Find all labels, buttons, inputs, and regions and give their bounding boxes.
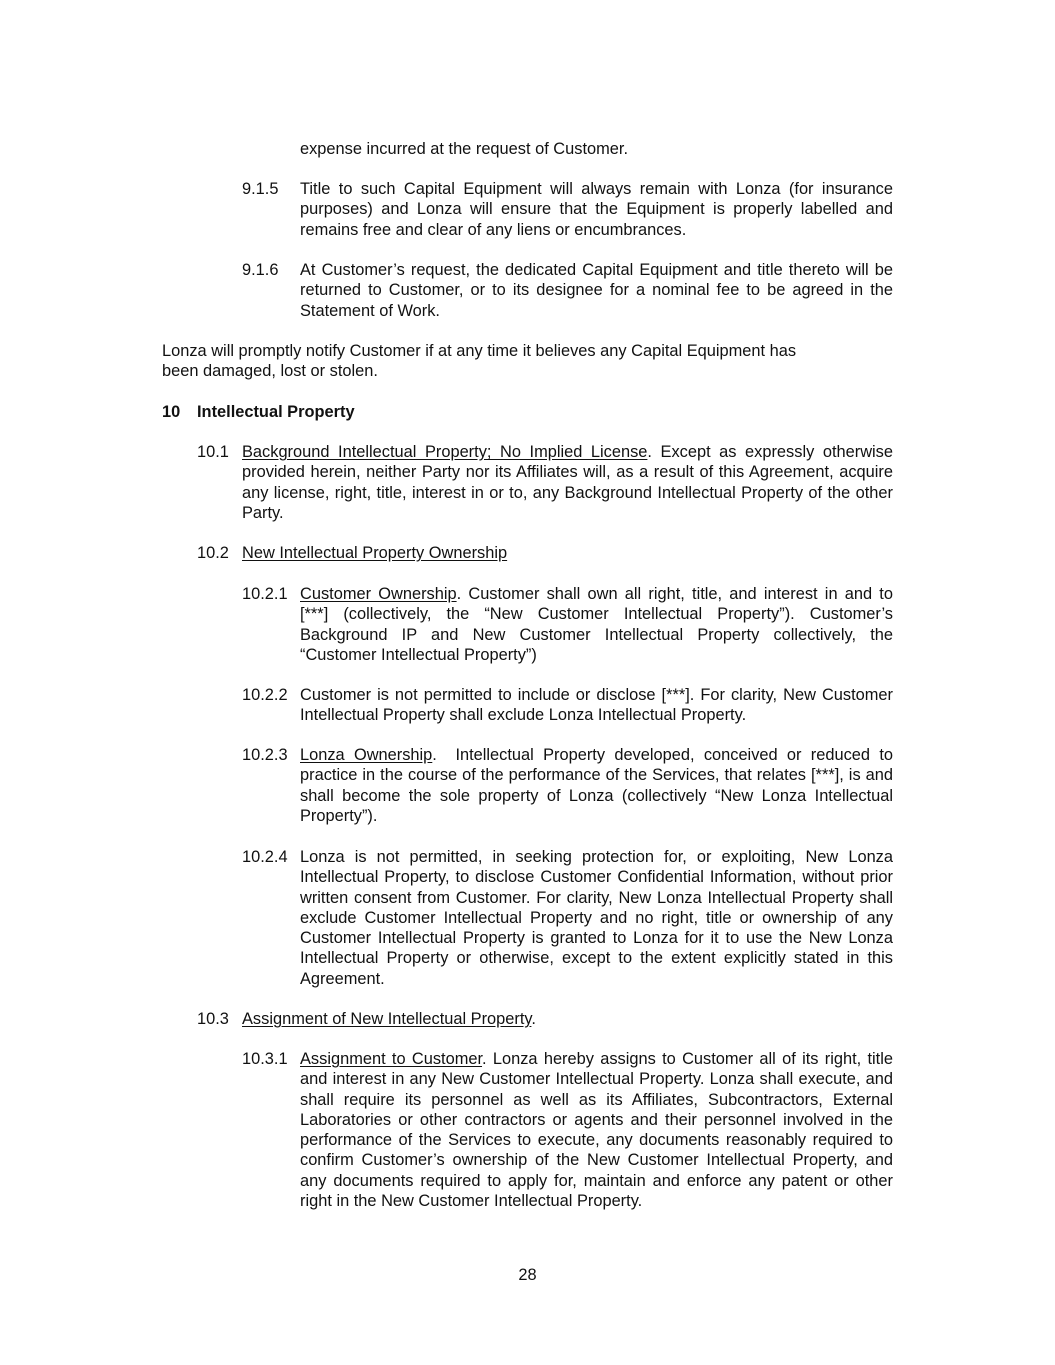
section-number-10-1: 10.1 <box>197 443 229 461</box>
section-10-1-heading: Background Intellectual Property; No Implied License <box>242 443 648 461</box>
section-10-2-paragraph <box>242 543 893 563</box>
section-10-2-heading: New Intellectual Property Ownership <box>242 544 508 562</box>
section-10-2-3-heading: Lonza Ownership <box>300 746 433 764</box>
section-10-1-text: . Except as expressly otherwise provided herein, neither Party nor its Affiliates will, as a result of this Agreement, acquire any license, right, title, interest in or to, any Background Intellectual Property of the other Party. <box>242 443 893 522</box>
section-number-10-2-4: 10.2.4 <box>242 848 288 866</box>
section-number-10-2-1: 10.2.1 <box>242 585 288 603</box>
section-10-2-1-text: . Customer shall own all right, title, and interest in and to [***] (collectively, the “New Customer Intellectual Property”). Customer’s Background IP and New Customer Intellectual Property collectively, the “Customer Intellectual Property”) <box>300 585 893 664</box>
section-9-1-5-text: Title to such Capital Equipment will always remain with Lonza (for insurance purposes) and Lonza will ensure that the Equipment is properly labelled and remains free and clear of any liens or encumbrances. <box>300 180 893 239</box>
section-10-3-1-text: . Lonza hereby assigns to Customer all of its right, title and interest in any New Customer Intellectual Property. Lonza shall execute, and shall require its personnel as well as its Affiliates, Subcontractors, External Laboratories or other contractors or agents and their personnel involved in the performance of the Services to execute, any documents reasonably required to confirm Customer’s ownership of the New Customer Intellectual Property, and any documents required to apply for, maintain and enforce any patent or other right in the New Customer Intellectual Property. <box>300 1050 893 1211</box>
section-10-2-1-heading: Customer Ownership <box>300 585 457 603</box>
section-10-1-paragraph <box>242 442 893 523</box>
notify-line-1: Lonza will promptly notify Customer if at any time it believes any Capital Equipment has <box>162 342 797 360</box>
section-number-10-3: 10.3 <box>197 1010 229 1028</box>
section-10-title: Intellectual Property <box>197 403 355 421</box>
section-10-2-4-text: Lonza is not permitted, in seeking protection for, or exploiting, New Lonza Intellectual Property, to disclose Customer Confidential Information, without prior written consent from Customer. For clarity, New Lonza Intellectual Property shall exclude Customer Intellectual Property and no right, title or ownership of any Customer Intellectual Property is granted to Lonza for it to use the New Lonza Intellectual Property or otherwise, except to the extent explicitly stated in this Agreement. <box>300 848 893 988</box>
section-10-2-3-text: . Intellectual Property developed, conceived or reduced to practice in the course of the performance of the Services, that relates [***], is and shall become the sole property of Lonza (collectively “New Lonza Intellectual Property”). <box>300 746 898 825</box>
section-10-2-3-paragraph <box>300 745 898 826</box>
section-10-3-paragraph <box>242 1009 893 1029</box>
section-10-3-1-heading: Assignment to Customer <box>300 1050 483 1068</box>
section-number-10-2: 10.2 <box>197 544 229 562</box>
section-10-3-1-paragraph <box>300 1049 893 1211</box>
continuation-text: expense incurred at the request of Customer. <box>300 140 628 158</box>
section-number-10-2-3: 10.2.3 <box>242 746 288 764</box>
notify-paragraph <box>162 341 893 382</box>
section-number-10-3-1: 10.3.1 <box>242 1050 288 1068</box>
section-10-3-trailing: . <box>531 1010 536 1028</box>
page-number: 28 <box>518 1266 537 1284</box>
section-10-2-2-text: Customer is not permitted to include or disclose [***]. For clarity, New Customer Intellectual Property shall exclude Lonza Intellectual Property. <box>300 686 893 725</box>
section-9-1-6-text: At Customer’s request, the dedicated Capital Equipment and title thereto will be returned to Customer, or to its designee for a nominal fee to be agreed in the Statement of Work. <box>300 261 893 320</box>
section-number-9-1-6: 9.1.6 <box>242 261 279 279</box>
section-number-10: 10 <box>162 403 181 421</box>
section-number-9-1-5: 9.1.5 <box>242 180 279 198</box>
section-10-2-1-paragraph <box>300 584 893 665</box>
notify-line-2: been damaged, lost or stolen. <box>162 362 378 381</box>
section-10-3-heading: Assignment of New Intellectual Property <box>242 1010 532 1028</box>
section-number-10-2-2: 10.2.2 <box>242 686 288 704</box>
